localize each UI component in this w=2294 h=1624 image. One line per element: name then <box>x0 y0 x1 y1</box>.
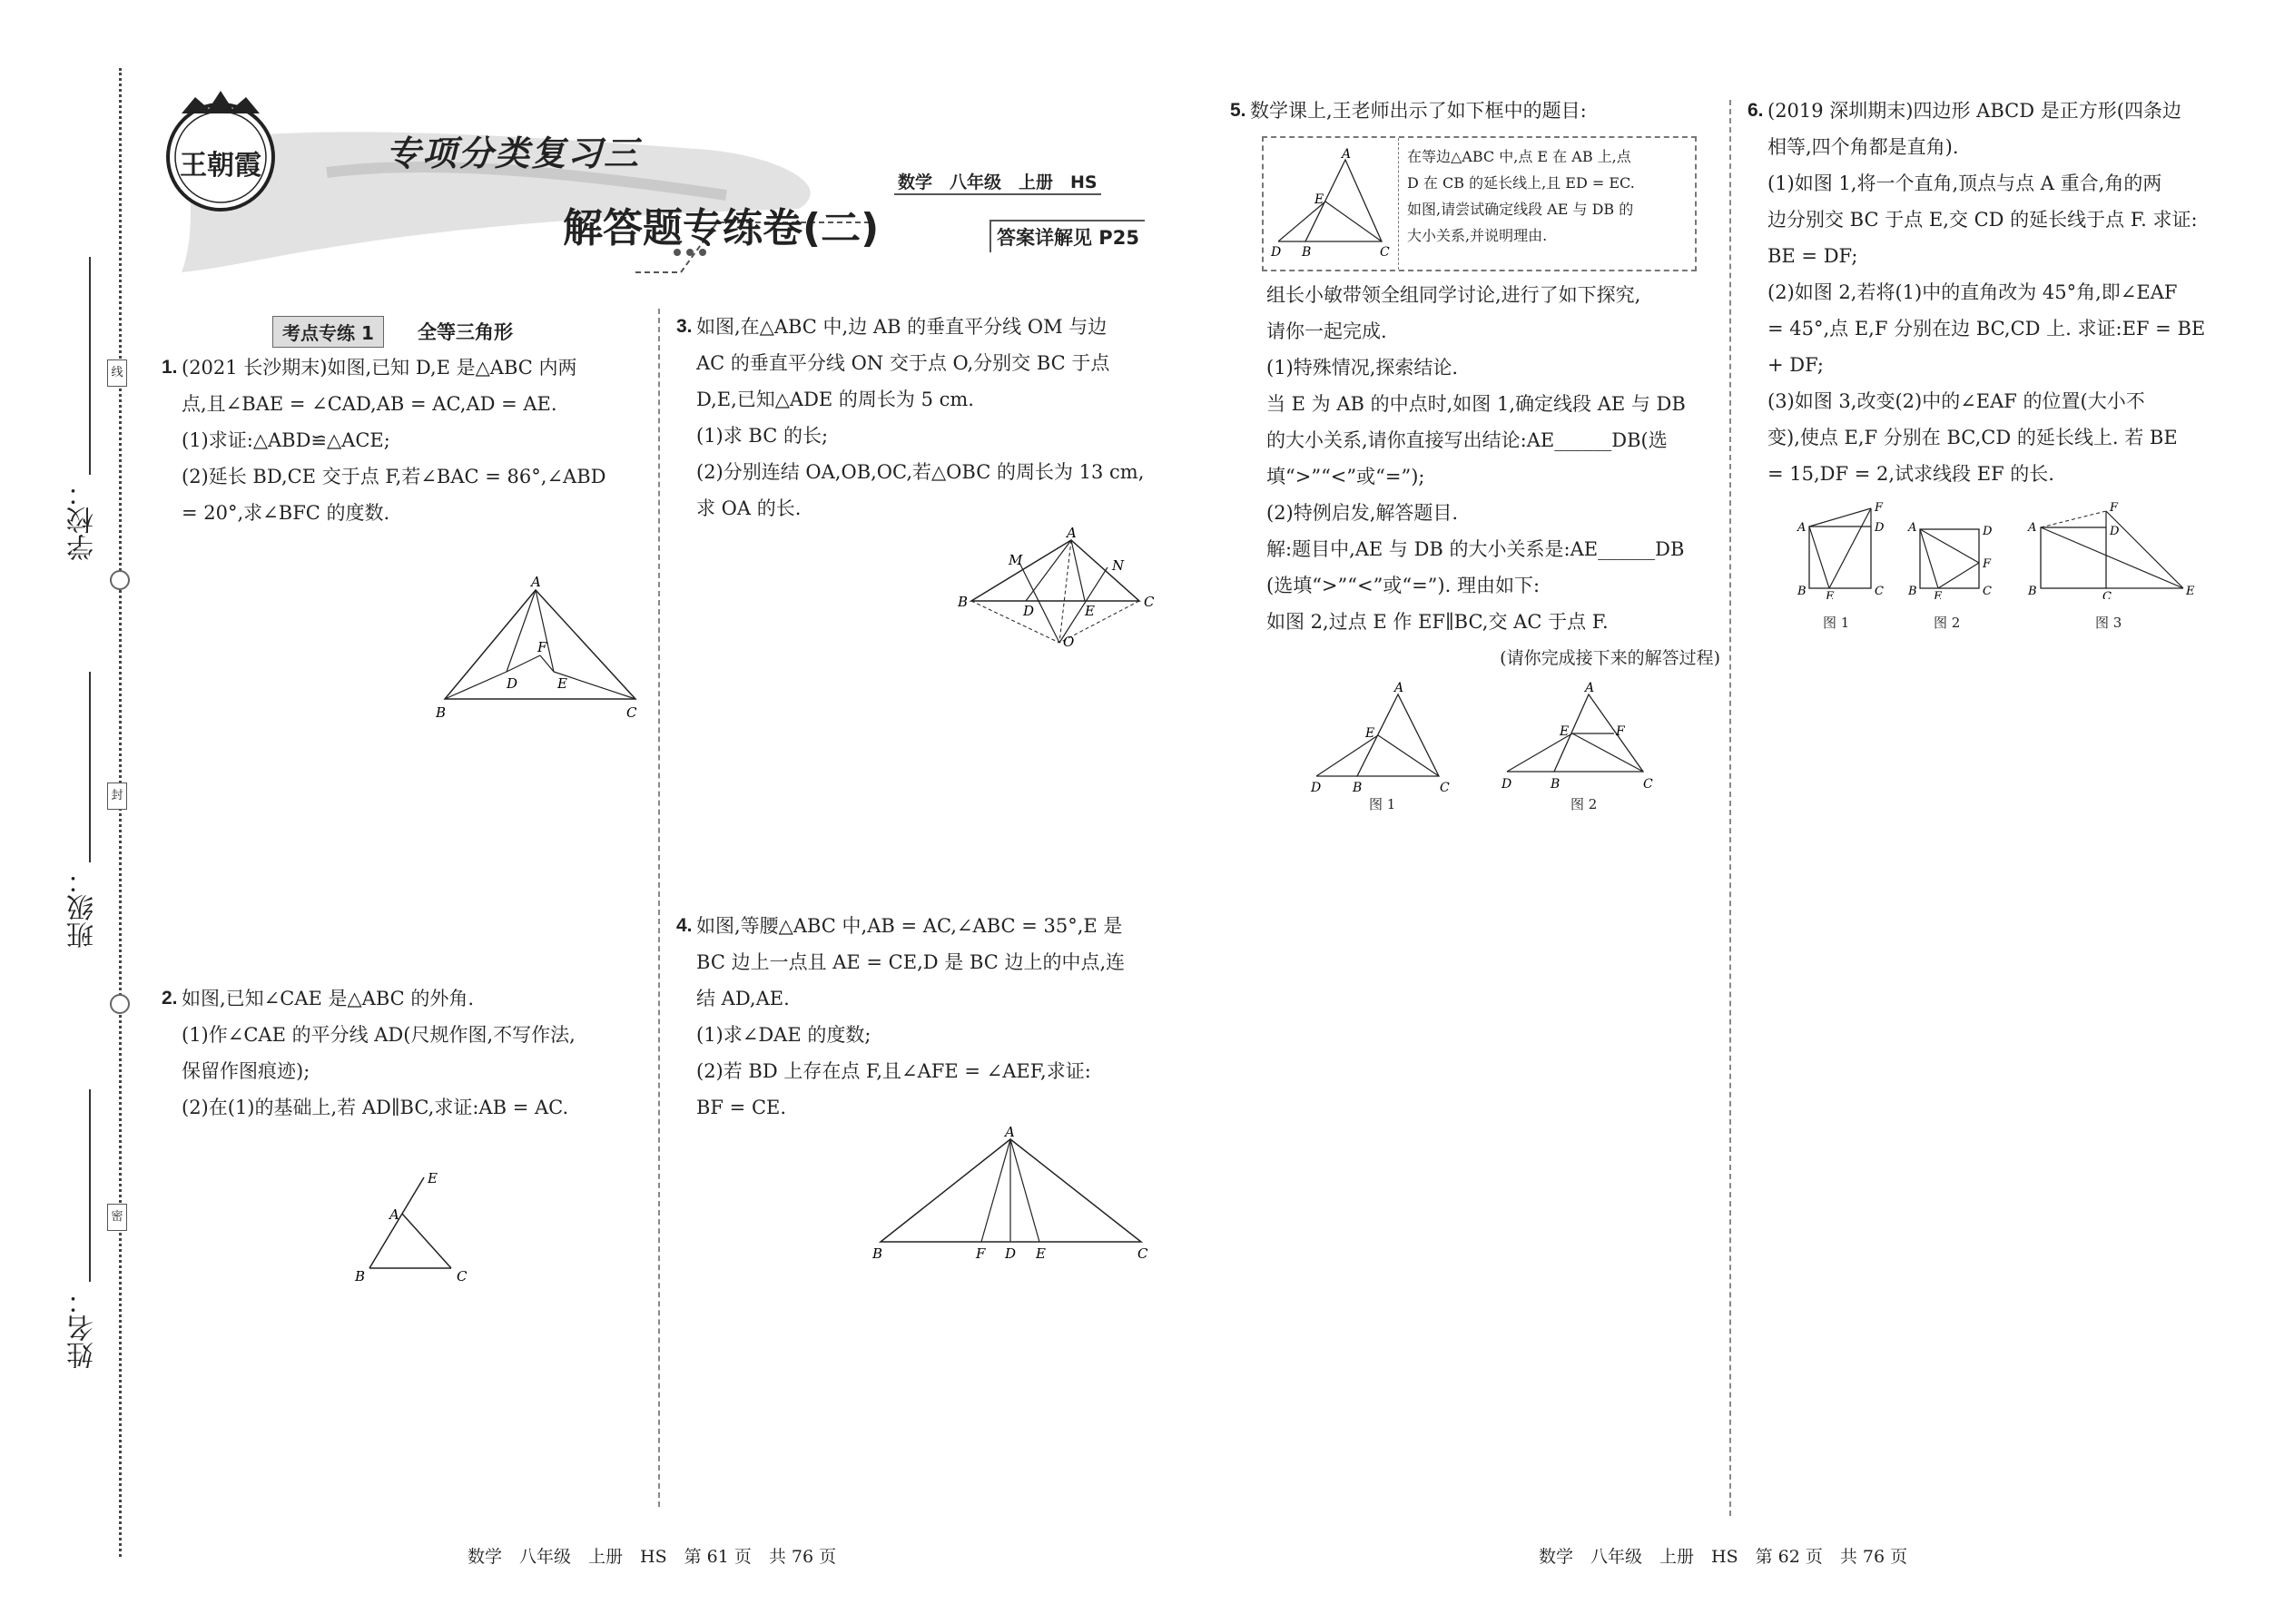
svg-text:A: A <box>389 1206 399 1223</box>
q4-line: (1)求∠DAE 的度数; <box>696 1024 871 1046</box>
seal-mark-2: 封 <box>107 782 127 810</box>
q5-line: 如图 2,过点 E 作 EF∥BC,交 AC 于点 F. <box>1266 611 1609 633</box>
column-separator-2 <box>1729 100 1731 1516</box>
question-3-number: 3. <box>676 316 693 337</box>
svg-text:A: A <box>531 574 541 590</box>
q5-line: (2)特例启发,解答题目. <box>1266 502 1459 524</box>
svg-text:F: F <box>1875 501 1884 515</box>
svg-text:E: E <box>1560 724 1570 739</box>
question-5 <box>1230 93 1720 129</box>
q2-line: (1)作∠CAE 的平分线 AD(尺规作图,不写作法, <box>182 1024 576 1046</box>
q6-line: = 45°,点 E,F 分别在边 BC,CD 上. 求证:EF = BE <box>1767 318 2206 340</box>
question-3 <box>676 309 1157 527</box>
svg-text:C: C <box>1144 594 1155 610</box>
q4-line: BF = CE. <box>696 1097 787 1118</box>
logo-text: 王朝霞 <box>180 150 261 182</box>
svg-text:C: C <box>1380 245 1390 260</box>
svg-text:E: E <box>1314 192 1324 207</box>
svg-text:C: C <box>1983 585 1992 598</box>
q5-line: 的大小关系,请你直接写出结论:AE______DB(选 <box>1266 429 1668 451</box>
svg-text:C: C <box>626 704 637 721</box>
q5-box-line: 如图,请尝试确定线段 AE 与 DB 的 <box>1407 201 1634 218</box>
question-6 <box>1748 93 2229 492</box>
svg-text:C: C <box>1137 1245 1148 1262</box>
q5-line: 组长小敏带领全组同学讨论,进行了如下探究, <box>1266 284 1641 306</box>
svg-text:E: E <box>1365 726 1375 741</box>
svg-text:D: D <box>1983 525 1993 538</box>
svg-text:F: F <box>2110 501 2119 515</box>
svg-text:A: A <box>1394 681 1404 695</box>
q3-figure <box>958 527 1162 649</box>
q2-line: 如图,已知∠CAE 是△ABC 的外角. <box>182 988 475 1009</box>
q3-line: (2)分别连结 OA,OB,OC,若△OBC 的周长为 13 cm, <box>696 461 1145 483</box>
q4-line: 如图,等腰△ABC 中,AB = AC,∠ABC = 35°,E 是 <box>696 915 1123 937</box>
q6-line: (2019 深圳期末)四边形 ABCD 是正方形(四条边 <box>1767 100 2181 122</box>
svg-text:B: B <box>2028 585 2037 598</box>
svg-text:E: E <box>1036 1245 1046 1262</box>
svg-text:B: B <box>355 1268 366 1284</box>
svg-text:A: A <box>1908 521 1917 535</box>
question-4 <box>676 908 1157 1126</box>
svg-text:A: A <box>1067 527 1077 541</box>
q5-fig2-caption: 图 2 <box>1570 796 1598 812</box>
q3-line: 求 OA 的长. <box>696 497 802 519</box>
question-5-number: 5. <box>1230 100 1246 121</box>
q6-fig2-caption: 图 2 <box>1934 615 1961 631</box>
q4-line: BC 边上一点且 AE = CE,D 是 BC 边上的中点,连 <box>696 951 1126 973</box>
q5-box-line: 在等边△ABC 中,点 E 在 AB 上,点 <box>1407 148 1631 165</box>
question-1 <box>162 349 652 531</box>
question-4-number: 4. <box>676 915 693 936</box>
name-blank-line <box>89 1089 91 1282</box>
q1-line: 点,且∠BAE = ∠CAD,AB = AC,AD = AE. <box>182 393 557 415</box>
q2-line: 保留作图痕迹); <box>182 1060 310 1082</box>
q6-fig1-caption: 图 1 <box>1823 615 1850 631</box>
school-blank-line <box>89 257 91 475</box>
svg-text:F: F <box>976 1245 986 1262</box>
q5-line: 填“>”“<”或“=”); <box>1266 466 1425 487</box>
seal-mark-3: 密 <box>107 1204 127 1231</box>
svg-text:B: B <box>872 1245 883 1262</box>
footer-left-page: 数学 八年级 上册 HS 第 61 页 共 76 页 <box>468 1547 837 1567</box>
q5-intro: 数学课上,王老师出示了如下框中的题目: <box>1250 100 1587 122</box>
svg-text:D: D <box>2110 525 2120 538</box>
svg-text:A: A <box>1342 147 1352 162</box>
svg-text:B: B <box>436 704 447 721</box>
q6-line: + DF; <box>1767 354 1825 376</box>
svg-text:D: D <box>1311 781 1322 795</box>
svg-text:D: D <box>1023 603 1035 619</box>
q3-line: D,E,已知△ADE 的周长为 5 cm. <box>696 389 974 410</box>
q4-figure <box>867 1126 1157 1262</box>
binding-dotted-line <box>119 68 122 1557</box>
q6-line: 边分别交 BC 于点 E,交 CD 的延长线于点 F. 求证: <box>1767 209 2198 231</box>
svg-text:C: C <box>1643 777 1653 792</box>
q6-line: BE = DF; <box>1767 245 1858 267</box>
question-1-number: 1. <box>162 357 178 378</box>
question-2-number: 2. <box>162 988 178 1009</box>
svg-text:F: F <box>1983 557 1992 571</box>
q4-line: (2)若 BD 上存在点 F,且∠AFE = ∠AEF,求证: <box>696 1060 1091 1082</box>
footer-right-page: 数学 八年级 上册 HS 第 62 页 共 76 页 <box>1539 1547 1908 1567</box>
svg-text:F: F <box>537 639 547 655</box>
svg-text:B: B <box>1797 585 1807 598</box>
svg-text:A: A <box>1797 521 1807 535</box>
svg-text:E: E <box>1085 603 1095 619</box>
class-label: 班级： <box>67 867 99 949</box>
svg-text:E: E <box>1934 590 1943 599</box>
svg-text:D: D <box>507 675 518 692</box>
q1-line: (1)求证:△ABD≌△ACE; <box>182 429 390 451</box>
svg-text:C: C <box>2102 590 2112 599</box>
svg-text:D: D <box>1005 1245 1017 1262</box>
q5-box-line: 大小关系,并说明理由. <box>1407 227 1548 244</box>
question-6-number: 6. <box>1748 100 1764 121</box>
column-separator-1 <box>658 309 660 1507</box>
q3-line: AC 的垂直平分线 ON 交于点 O,分别交 BC 于点 <box>696 352 1110 374</box>
q2-line: (2)在(1)的基础上,若 AD∥BC,求证:AB = AC. <box>182 1097 569 1118</box>
q5-line: 当 E 为 AB 的中点时,如图 1,确定线段 AE 与 DB <box>1266 393 1686 415</box>
q5-note: (请你完成接下来的解答过程) <box>1500 648 1720 668</box>
svg-text:A: A <box>1005 1126 1015 1140</box>
svg-text:D: D <box>1271 245 1282 260</box>
svg-text:C: C <box>1440 781 1450 795</box>
svg-text:B: B <box>1908 585 1917 598</box>
section-tag: 考点专练 1 <box>272 316 384 348</box>
q5-box-line: D 在 CB 的延长线上,且 ED = EC. <box>1407 174 1635 192</box>
q6-figure-3 <box>2024 495 2197 599</box>
series-title: 专项分类复习三 <box>386 133 641 173</box>
svg-text:E: E <box>1826 590 1835 599</box>
q6-fig3-caption: 图 3 <box>2095 615 2122 631</box>
q6-line: 变),使点 E,F 分别在 BC,CD 的延长线上. 若 BE <box>1767 427 2178 448</box>
school-label: 学校： <box>67 479 99 561</box>
question-2 <box>162 980 652 1126</box>
question-5-body <box>1266 277 1720 676</box>
binding-ring-2 <box>110 994 130 1014</box>
answer-reference: 答案详解见 P25 <box>989 220 1145 252</box>
svg-text:O: O <box>1063 634 1075 649</box>
section-name: 全等三角形 <box>418 321 513 343</box>
q3-line: 如图,在△ABC 中,边 AB 的垂直平分线 OM 与边 <box>696 316 1108 338</box>
q6-line: = 15,DF = 2,试求线段 EF 的长. <box>1767 463 2054 485</box>
q1-line: (2021 长沙期末)如图,已知 D,E 是△ABC 内两 <box>182 357 577 379</box>
q5-line: (1)特殊情况,探索结论. <box>1266 357 1459 379</box>
svg-text:B: B <box>1302 245 1312 260</box>
main-title: 解答题专练卷(二) <box>563 205 880 251</box>
q1-line: = 20°,求∠BFC 的度数. <box>182 502 390 524</box>
q5-fig1-caption: 图 1 <box>1369 796 1396 812</box>
q6-figure-1 <box>1793 495 1897 599</box>
q6-line: (3)如图 3,改变(2)中的∠EAF 的位置(大小不 <box>1767 390 2145 412</box>
subject-bar: 数学 八年级 上册 HS <box>894 169 1101 195</box>
svg-text:F: F <box>1616 724 1625 739</box>
svg-text:B: B <box>1353 781 1363 795</box>
q3-line: (1)求 BC 的长; <box>696 425 829 447</box>
q6-line: (2)如图 2,若将(1)中的直角改为 45°角,即∠EAF <box>1767 281 2178 303</box>
q6-line: 相等,四个角都是直角). <box>1767 136 1959 158</box>
svg-text:E: E <box>428 1170 438 1186</box>
q1-line: (2)延长 BD,CE 交于点 F,若∠BAC = 86°,∠ABD <box>182 466 606 487</box>
svg-text:D: D <box>1501 777 1512 792</box>
q1-figure <box>436 572 645 726</box>
svg-text:N: N <box>1112 557 1125 574</box>
svg-text:M: M <box>1009 552 1023 568</box>
svg-text:A: A <box>1585 681 1595 695</box>
q5-line: 解:题目中,AE 与 DB 的大小关系是:AE______DB <box>1266 538 1685 560</box>
svg-text:B: B <box>958 594 969 610</box>
svg-text:C: C <box>457 1268 468 1284</box>
svg-text:E: E <box>557 675 567 692</box>
name-label: 姓名： <box>67 1287 99 1369</box>
q5-line: 请你一起完成. <box>1266 320 1387 342</box>
svg-text:E: E <box>2186 585 2195 598</box>
q6-figure-2 <box>1906 495 1997 599</box>
svg-text:B: B <box>1551 777 1561 792</box>
q2-figure <box>350 1166 477 1284</box>
q5-box-figure <box>1271 147 1398 261</box>
seal-mark-1: 线 <box>107 359 127 387</box>
q6-line: (1)如图 1,将一个直角,顶点与点 A 重合,角的两 <box>1767 172 2162 194</box>
binding-ring-1 <box>110 570 130 590</box>
q4-line: 结 AD,AE. <box>696 988 790 1009</box>
q5-line: (选填“>”“<”或“=”). 理由如下: <box>1266 575 1541 596</box>
class-blank-line <box>89 672 91 862</box>
svg-text:A: A <box>2028 521 2037 535</box>
svg-text:C: C <box>1875 585 1884 598</box>
q5-problem-box <box>1262 136 1697 271</box>
svg-text:D: D <box>1875 521 1885 535</box>
